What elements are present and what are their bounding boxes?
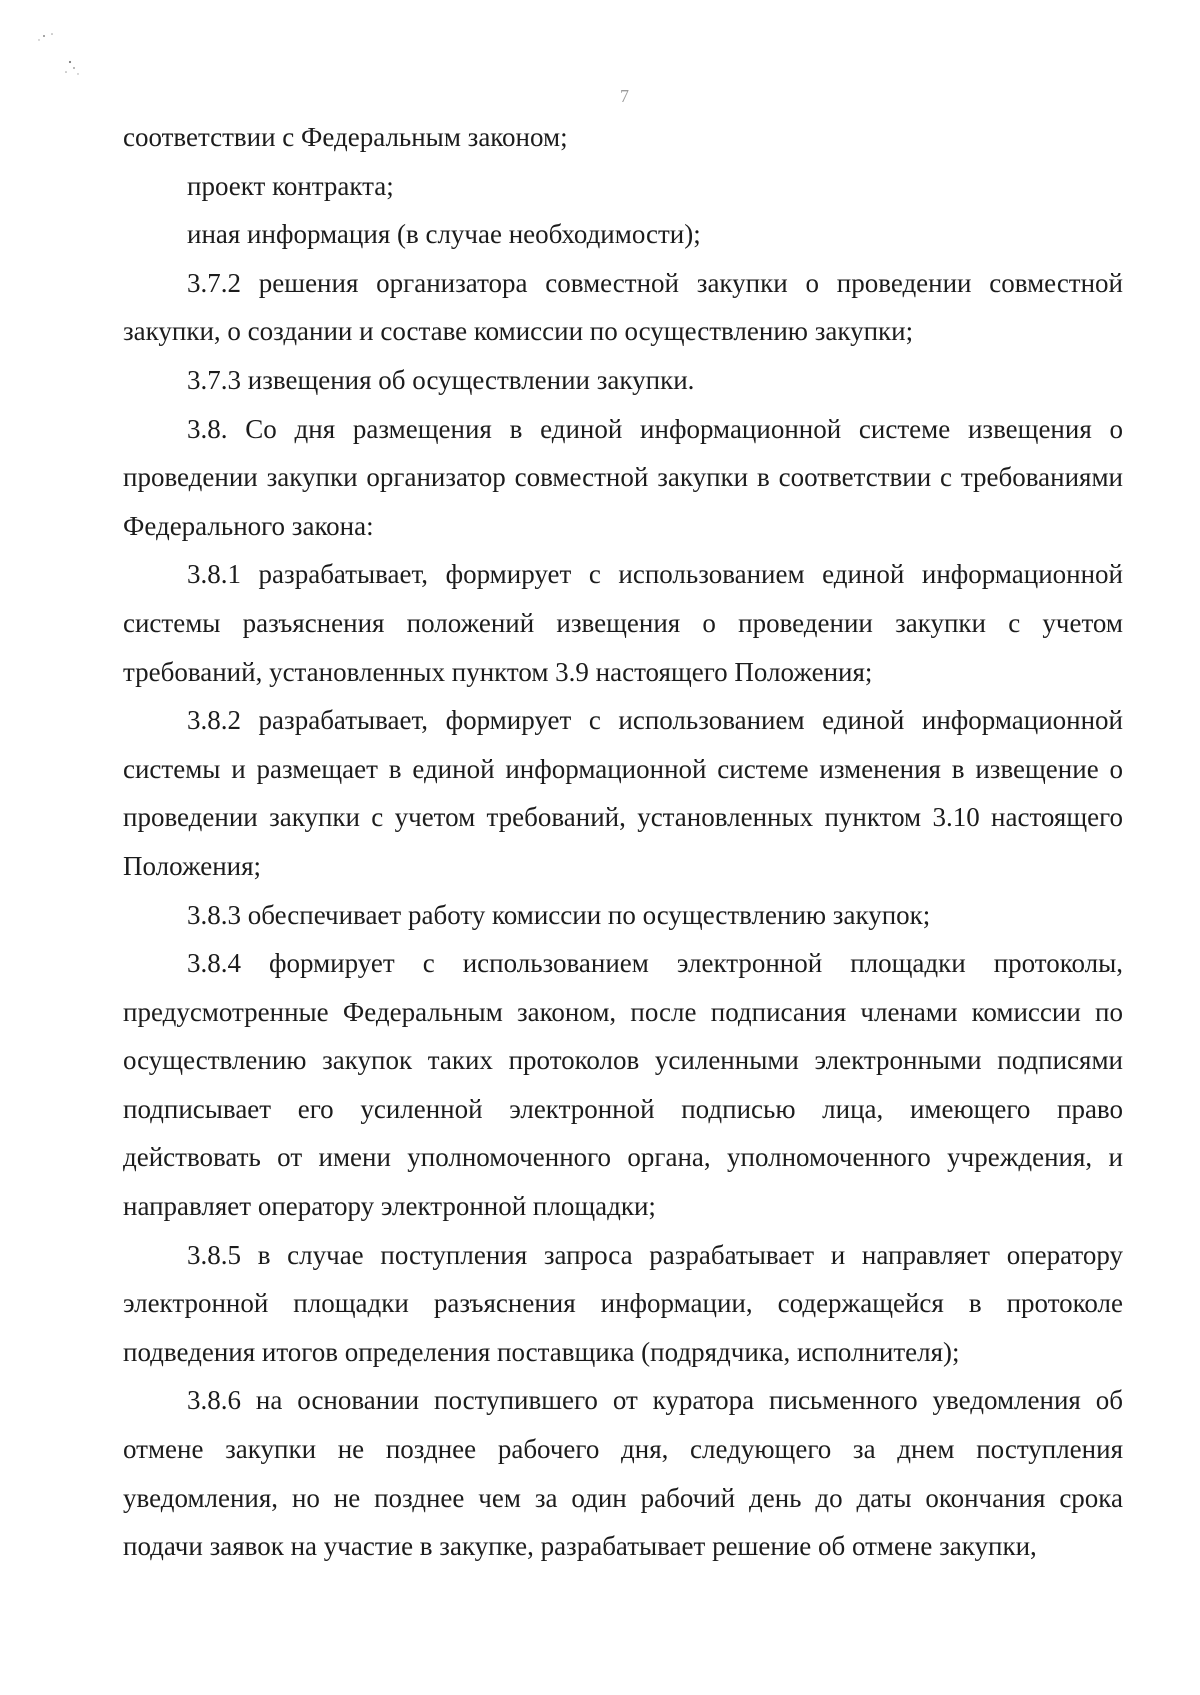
page-number: 7 xyxy=(620,86,629,106)
paragraph-3-7-2: 3.7.2 решения организатора совместной закупки о проведении совместной закупки, о создании и составе комиссии по осуществлению закупки; xyxy=(123,267,1123,347)
paragraph-3-8-2: 3.8.2 разрабатывает, формирует с использованием единой информационной системы и размещает в единой информационной системе изменения в извещение о проведении закупки с учетом требований, установленных пунктом 3.10 настоящего Положения; xyxy=(123,705,1123,881)
paragraph-3-8-3: 3.8.3 обеспечивает работу комиссии по осуществлению закупок; xyxy=(187,899,931,930)
document-body xyxy=(123,113,1123,1571)
paragraph-draft-contract: проект контракта; xyxy=(187,170,394,201)
paragraph-3-8-6: 3.8.6 на основании поступившего от куратора письменного уведомления об отмене закупки не позднее рабочего дня, следующего за днем поступления уведомления, но не позднее чем за один рабочий день до даты окончания срока подачи заявок на участие в закупке, разрабатывает решение об отмене закупки, xyxy=(123,1385,1123,1562)
scan-specks xyxy=(30,28,100,88)
paragraph-3-7-3: 3.7.3 извещения об осуществлении закупки. xyxy=(187,364,695,395)
paragraph-3-8: 3.8. Со дня размещения в единой информационной системе извещения о проведении закупки организатор совместной закупки в соответствии с требованиями Федерального закона: xyxy=(123,413,1123,541)
paragraph-3-8-1: 3.8.1 разрабатывает, формирует с использованием единой информационной системы разъяснения положений извещения о проведении закупки с учетом требований, установленных пунктом 3.9 настоящего Положения; xyxy=(123,559,1123,687)
paragraph-other-information: иная информация (в случае необходимости); xyxy=(187,219,701,250)
paragraph-continuation: соответствии с Федеральным законом; xyxy=(123,122,568,152)
paragraph-3-8-4: 3.8.4 формирует с использованием электронной площадки протоколы, предусмотренные Федеральным законом, после подписания членами комиссии по осуществлению закупок таких протоколов усиленными электронными подписями подписывает его усиленной электронной подписью лица, имеющего право действовать от имени уполномоченного органа, уполномоченного учреждения, и направляет оператору электронной площадки; xyxy=(123,948,1123,1222)
paragraph-3-8-5: 3.8.5 в случае поступления запроса разрабатывает и направляет оператору электронной площадки разъяснения информации, содержащейся в протоколе подведения итогов определения поставщика (подрядчика, исполнителя); xyxy=(123,1239,1123,1367)
